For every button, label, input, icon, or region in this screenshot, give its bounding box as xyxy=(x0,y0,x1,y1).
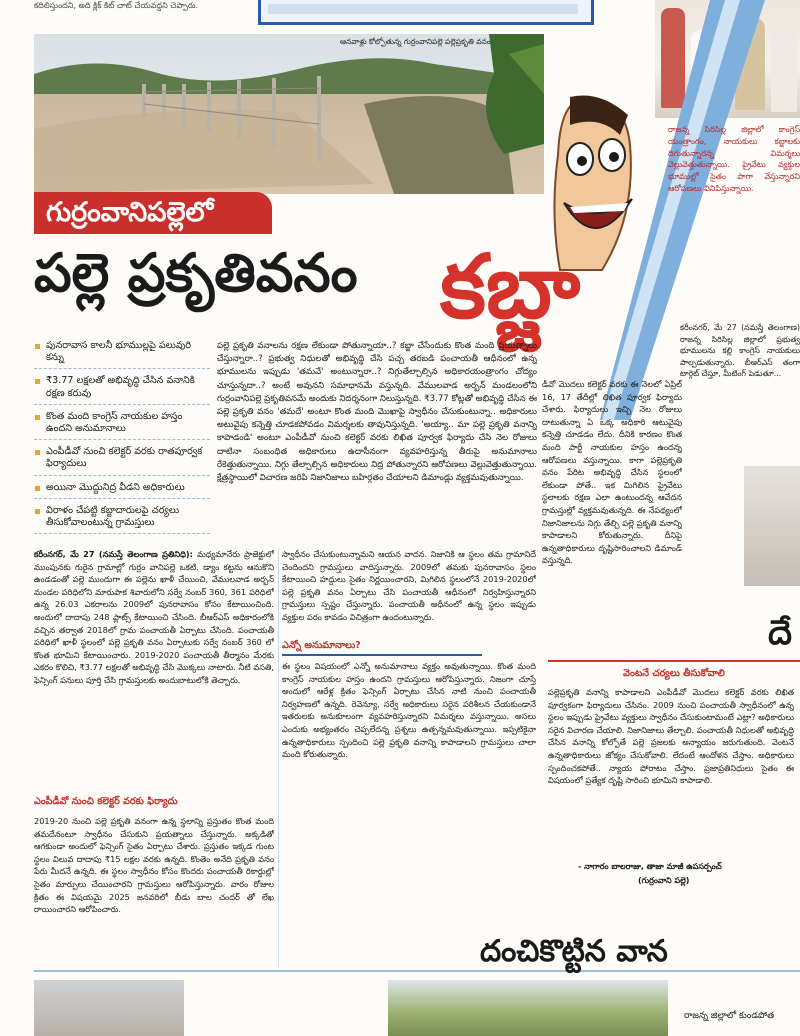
bottom-photo-1 xyxy=(34,980,184,1036)
lead-paragraph: పల్లె ప్రకృతి వనాలను రక్షణ లేకుండా పోతున్నాయా..? కబ్జా చేసేందుకు కొంత మంది ప్రయత్నాలు చేస్తున్నారా..? ప్రభుత్వ నిధులతో అభివృద్ధి చేసి పచ్చ తరబడి పంచాయతీ ఆధీనంలో ఉన్న భూములను ఇప్పుడు 'తమవే' అంటున్నారా..? నిగ్గుతేల్చాల్సిన అధికారయంత్రాంగం చోద్యం చూస్తున్నదా..? అంటే అవునని సమాధానమే వస్తున్నది. వేములవాడ అర్బన్ మండలంలోని గుర్రంవానిపల్లె ప్రకృతివనమే అందుకు నిదర్శనంగా నిలుస్తున్నది. ₹3.77 కోట్లతో అభివృద్ధి చేసిన ఈ పల్లె ప్రకృతి వనం 'తమదే' అంటూ కొంత మంది మొఖాపై స్వాధీనం చేసుకుంటున్నా.. అధికారులు అటువైపు కన్నెత్తి చూడకపోవడం విమర్శలకు తావునిస్తున్నది. 'అయ్యా.. మా పల్లె ప్రకృతి వనాన్ని కాపాడండి' అంటూ ఎంపీడీవో నుంచి కలెక్టర్ వరకు లిఖిత పూర్వక ఫిర్యాదు చేసి నెల రోజులు దాటినా సంబంధిత అధికారులు ఉదాసీనంగా వ్యవహరిస్తున్న తీరుపై అనుమానాలు రేకెత్తుతున్నాయి. నిగ్గు తేల్చాల్సిన అధికారులు నిద్ర పోతున్నారని ఆరోపణలు వెల్లువెత్తుతున్నాయి. క్షేత్రస్థాయిలో విచారణ జరిపి నిజానిజాలు బహిర్గతం చేయాలని డిమాండ్లు వ్యక్తమవుతున్నాయి. xyxy=(217,341,537,484)
right-strip-para1: రాజన్న సిరిసిల్ల జిల్లాలో కాంగ్రెస్ యంత్రాంగం, నాయకులు కబ్జాలకు దిగుతున్నారన్న విమర్శలు వెల్లువెత్తుతున్నాయి. ప్రైవేటు వ్యక్తుల భూముల్లో సైతం పాగా వేస్తున్నారని ఆరోపణలు వినిపిస్తున్నాయి. xyxy=(668,125,800,193)
top-left-snippet: కదిలిస్తుందని, అది క్లిక్ కిట్ చాట్ చేయవద్దని చెప్పారు. xyxy=(34,1,199,10)
highlight-1: పునరావాస కాలనీ భూముల్లపై పలువురి కన్ను xyxy=(34,340,210,369)
column-divider xyxy=(278,548,279,968)
right-photo-2 xyxy=(744,466,800,586)
highlight-2: ₹3.77 లక్షలతో అభివృద్ధి చేసిన వనానికి రక్షణ కరువు xyxy=(34,375,210,404)
main-photo xyxy=(34,34,544,194)
highlights-box xyxy=(34,340,210,540)
bottom-photo-2 xyxy=(388,980,668,1036)
headline-kicker: గుర్రంవానిపల్లెలో xyxy=(34,192,272,234)
forest-fence-photo xyxy=(34,34,544,194)
column-b-para1: స్వాధీనం చేసుకుంటున్నామని ఆయన వాదన. నిజానికి ఆ స్థలం తమ గ్రామానిదే చెందిందని గ్రామస్తులు వాదిస్తున్నారు. 2009లో తమకు పునరావాసం స్థలం కేటాయించి హద్దులు సైతం నిర్ణయించారని, మిగిలిన స్థలంలోనే 2019-2020లో పల్లె ప్రకృతి వనం ఏర్పాటు చేసి పంచాయతీ ఆధీనంలో నిర్వహిస్తున్నారని గ్రామస్తులు స్పష్టం చేస్తున్నారు. పంచాయతీ అధీనంలో ఉన్న స్థలం ఇప్పుడు వ్యక్తుల పరం కావడం విచిత్రంగా ఉందంటున్నారు. xyxy=(282,549,536,622)
highlight-3: కొంత మంది కాంగ్రెస్ నాయకుల హస్తం ఉందని అనుమానాలు xyxy=(34,411,210,440)
highlight-5: అయినా మొద్దునిద్ర వీడని అధికారులు xyxy=(34,482,210,499)
headline-big-word: కబ్జా xyxy=(440,235,581,338)
quote-subhead: వెంటనే చర్యలు తీసుకోవాలి xyxy=(623,668,725,679)
column-a-subhead: ఎంపీడీవో నుంచి కలెక్టర్ వరకు ఫిర్యాదు xyxy=(34,796,178,807)
headline-main: పల్లె ప్రకృతివనం xyxy=(34,243,358,304)
column-b-subhead: ఎన్నో అనుమానాలు? xyxy=(282,640,482,656)
bottom-bullet: రాజన్న జిల్లాలో కుండపోత xyxy=(684,1011,775,1021)
top-frame-inner xyxy=(268,4,578,14)
highlight-6: విరాళం చేపట్టి కబ్జాదారులపై చర్యలు తీసుకోవాలంటున్న గ్రామస్తులు xyxy=(34,505,210,534)
highlight-4: ఎంపీడీవో నుంచి కలెక్టర్ వరకు రాతపూర్వక ఫిర్యాదులు xyxy=(34,446,210,475)
quote-signature-place: (గుర్రంవాని పల్లె) xyxy=(638,876,690,885)
right-strip-dateline: కరీంనగర్, మే 27 (నమస్తే తెలంగాణ) రాజన్న సిరిసిల్ల జిల్లాలో ప్రభుత్వ భూములను కల్లి కాంగ్రెస్ నాయకులు పాల్పడుతున్నారు. బీఆర్ఎస్ తంగా టార్గెట్ చేస్తూ, మీటింగ్ పెడుతూ... xyxy=(680,323,800,379)
bottom-headline: దంచికొట్టిన వాన xyxy=(480,934,668,969)
photo-caption: ఆనవాళ్లు కోల్పోతున్న గుర్రంవానిపల్లె పల్లెప్రకృతి వనం xyxy=(340,37,491,46)
quote-signature: - నాగారం బాలరాజు, తాజా మాజీ ఉపసర్పంచ్ xyxy=(578,862,722,871)
column-a-para2: 2019-20 నుంచి పల్లె ప్రకృతి వనంగా ఉన్న స్థలాన్ని ప్రస్తుతం కొంత మంది తమదేనంటూ స్వాధీనం చేసుకుని ప్రయత్నాలు చేస్తున్నారు. అక్కడితో ఆగకుండా అందులో ఫెన్సింగ్ సైతం ఏర్పాటు చేశారు. ప్రస్తుతం ఇక్కడ గుంట స్థలం విలువ దాదాపు ₹15 లక్షల వరకు ఉన్నది. కొంతెం అనేది ప్రకృతి వనం పేరు మీదనే ఉన్నది. ఈ స్థలం స్వాధీనం కోసం కొందరు పంచాయతీ రికార్డుల్లో సైతం మార్పులు చేయించారని గ్రామస్తులు ఆరోపిస్తున్నారు. వారం రోజుల క్రితం ఈ విషయమై 2025 జనవరిలో బీడు బాల చందర్ తో లేఖ రాయించారని ఆరోపించారు. xyxy=(34,816,274,915)
quote-box xyxy=(548,660,800,890)
column-a-para1: మధ్యమానేరు ప్రాజెక్టులో ముంపునకు గురైన గ్రామాల్లో గుర్రం వానిపల్లె ఒకటి. డ్యాం కట్టను ఆనుకొని ఉండడంతో పల్లె ముందుగా ఈ పల్లెను ఖాళీ చేయించి, వేములవాడ అర్బన్ మండల పరిధిలోని మారుపాక శివారులోని సర్వే నంబర్ 360, 361 పరిధిలో ఉన్న 26.03 ఎకరాలను 2009లో పునరావాసం కోసం కేటాయించింది. అందులో దాదాపు 248 ప్లాట్స్ కేటాయించి చేసింది. బీఆర్ఎస్ అధికారంలోకి వచ్చిన తర్వాత 2018లో గ్రామ పంచాయతీ ఏర్పాటు చేసింది. పంచాయతీ పరిధిలో ఖాళీ స్థలంలో పల్లె ప్రకృతి వనం ఏర్పాటుకు సర్వే నంబర్ 360 లో కొంత భూమిని కేటాయించారు. 2019-2020 పంచాయతీ తీర్మానం మేరకు ఎకరం కొలిచి, ₹3.77 లక్షలతో అభివృద్ధి చేసి మొక్కలు నాటారు. నీటి వసతి, ఫెన్సింగ్ పనులు పూర్తి చేసి గ్రామస్తులకు అందుబాటులోకి తెచ్చారు. xyxy=(34,549,274,685)
column-a-body xyxy=(34,548,274,788)
column-a-dateline: కరీంనగర్, మే 27 (నమస్తే తెలంగాణ ప్రతినిధి): xyxy=(34,549,193,559)
column-c-para1: డీవో మొదలు కలెక్టర్ వరకు ఈ నెలలో ఏప్రిల్ 16, 17 తేదీల్లో లిఖిత పూర్వక ఫిర్యాదు చేశారు. ఫిర్యాదులు ఇచ్చి నెల రోజులు దాటుతున్నా ఏ ఒక్క అధికారి ఆటువైపు కన్నెత్తి చూడడం లేదు. దీనికి కారణం కొంత మంది పార్టీ నాయకుల హస్తం ఉందన్న ఆరోపణలు వస్తున్నాయి. కాగా పల్లెప్రకృతి వనం పేరిట అభివృద్ధి చేసిన స్థలంలో లేకుండా పోతే.. ఇక మిగిలిన ప్రైవేటు స్థలాలకు రక్షణ ఎలా ఉంటుందన్న ఆవేదన గ్రామస్తుల్లో వ్యక్తమవుతున్నది. ఈ నేపథ్యంలో నిజానిజాలను నిగ్గు తేల్చి పల్లె ప్రకృతి వనాన్ని కాపాడాలని కోరుతున్నారు. దీనిపై ఉన్నతాధికారులు దృష్టిసారించాలని డిమాండ్ వస్తున్నది. xyxy=(542,379,682,566)
column-b-para2: ఈ స్థలం విషయంలో ఎన్నో అనుమానాలు వ్యక్తం అవుతున్నాయి. కొంత మంది కాంగ్రెస్ నాయకుల హస్తం ఉందని గ్రామస్తులు ఆరోపిస్తున్నారు. నిజంగా చూస్తే అందులో ఆరేళ్ల క్రితం ఫెన్సింగ్ ఏర్పాటు చేసిన నాటి నుంచి పంచాయతీ నిర్వహణలో ఉన్నది. రెవెన్యూ, సర్వే అధికారులు సరైన పరిశీలన చేయకుండానే ఇతరులకు అనుకూలంగా వ్యవహరిస్తున్నారని విమర్శలు వస్తున్నాయి. అసలు ఎందుకు అభ్యంతరం చెప్పలేదన్న ప్రశ్నలు ఉత్పన్నమవుతున్నాయి. ఇప్పటికైనా ఉన్నతాధికారులు స్పందించి పల్లె ప్రకృతి వనాన్ని కాపాడాలని గ్రామస్తులు చాలా మంది కోరుతున్నారు. xyxy=(282,661,536,760)
right-edge-snippet: దే xyxy=(768,613,793,653)
quote-body: పల్లెప్రకృతి వనాన్ని కాపాడాలని ఎంపీడీవో మొదలు కలెక్టర్ వరకు లిఖిత పూర్వకంగా ఫిర్యాదులు చేసినం. 2009 నుంచి పంచాయతీ స్వాధీనంలో ఉన్న స్థలం ఇప్పుడు ప్రైవేటు వ్యక్తులు స్వాధీనం చేసుకుంటామంటే ఎట్లా? అధికారులు సరైన విచారణ చేయాలి. నిజానిజాలు తేల్చాలి. పంచాయతీ నిధులతో అభివృద్ధి చేసిన వనాన్ని కోల్పోతే పల్లె ప్రజలకు అన్యాయం జరుగుతుంది. వెంటనే ఉన్నతాధికారులు జోక్యం చేసుకోవాలి. లేదంటే ఆందోళన చేస్తాం. అధికారులు స్పందించకపోతే.. న్యాయ పోరాటం చేస్తాం. ప్రజాప్రతినిధులు సైతం ఈ విషయంలో ప్రత్యేక దృష్టి సారించి భూమిని కాపాడాలి. xyxy=(548,687,794,786)
